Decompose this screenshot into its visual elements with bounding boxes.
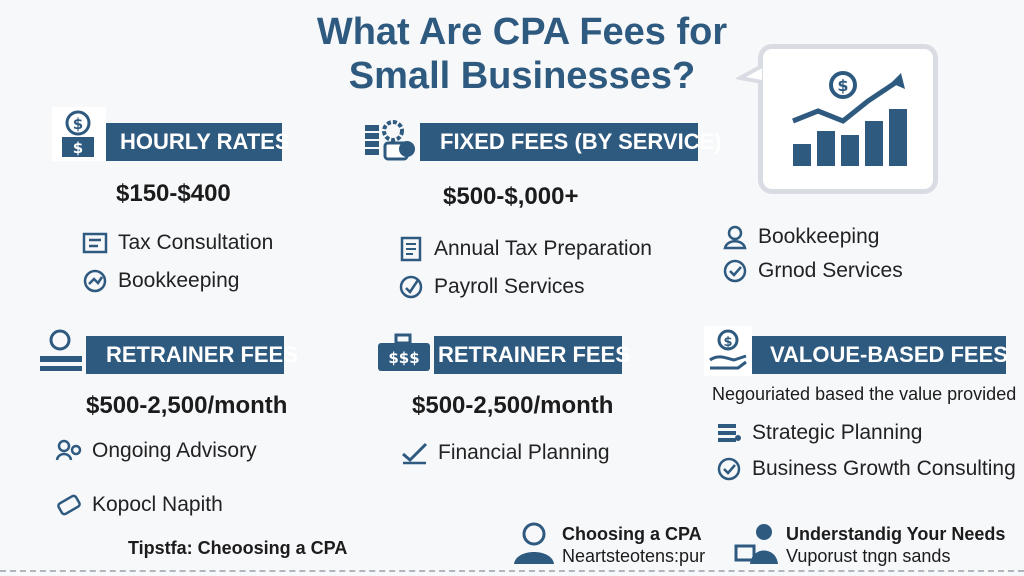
retainer-fees-label: RETRAINER FEES bbox=[106, 342, 298, 367]
footer-card-1-title: Choosing a CPA bbox=[562, 524, 702, 544]
list-item bbox=[714, 454, 1016, 484]
footer-card-2-title: Understandig Your Needs bbox=[786, 524, 1006, 544]
list-item bbox=[720, 222, 879, 252]
hourly-rates-label: HOURLY RATES bbox=[120, 129, 290, 154]
document-icon bbox=[80, 228, 110, 258]
list-item-label: Financial Planning bbox=[438, 441, 610, 464]
list-item-label: Ongoing Advisory bbox=[92, 439, 257, 462]
needs-person-icon bbox=[734, 520, 782, 566]
coins-gear-icon bbox=[358, 114, 420, 166]
retainer-fees-banner bbox=[404, 336, 630, 374]
list-item-label: Annual Tax Preparation bbox=[434, 237, 652, 260]
title-line-2: Small Businesses? bbox=[348, 55, 696, 97]
payroll-check-icon bbox=[396, 272, 426, 302]
growth-chart-card bbox=[758, 44, 938, 194]
planning-check-icon bbox=[400, 438, 430, 468]
list-item-label: Kopocl Napith bbox=[92, 493, 223, 516]
retainer2-price: $500-2,500/month bbox=[412, 392, 614, 419]
list-item-label: Bookkeeping bbox=[758, 225, 880, 248]
retainer1-price: $500-2,500/month bbox=[86, 392, 288, 419]
svg-text:$: $ bbox=[837, 76, 849, 95]
list-item bbox=[714, 418, 922, 448]
check-circle-icon bbox=[720, 256, 750, 286]
speech-pointer-icon bbox=[736, 62, 766, 86]
advisor-icon bbox=[508, 520, 560, 566]
fixed-fees-label: FIXED FEES (BY SERVICE) bbox=[440, 129, 722, 154]
fixed-fees-banner bbox=[406, 123, 722, 161]
tag-icon bbox=[54, 490, 84, 520]
svg-text:$: $ bbox=[723, 335, 733, 350]
value-based-fees-label: VALOUE-BASED FEES bbox=[770, 342, 1008, 367]
footer-card-1-subtitle: Neartsteotens:pur bbox=[562, 546, 706, 566]
tax-document-icon bbox=[396, 234, 426, 264]
retainer-fees-label: RETRAINER FEES bbox=[438, 342, 630, 367]
svg-text:$$$: $$$ bbox=[388, 349, 420, 367]
refresh-chart-icon bbox=[80, 266, 110, 296]
list-item bbox=[396, 272, 585, 302]
retainer-fees-banner bbox=[72, 336, 298, 374]
fixed-price: $500-$,000+ bbox=[443, 183, 579, 210]
list-item bbox=[80, 228, 273, 258]
list-item-label: Grnod Services bbox=[758, 259, 903, 282]
hourly-price: $150-$400 bbox=[116, 180, 231, 207]
list-item-label: Bookkeeping bbox=[118, 269, 240, 292]
dollar-hand-icon bbox=[704, 326, 752, 376]
dashed-divider bbox=[0, 570, 1024, 572]
list-item bbox=[400, 438, 610, 468]
strategy-list-icon bbox=[714, 418, 744, 448]
list-item bbox=[80, 266, 239, 296]
hand-coin-icon bbox=[36, 326, 86, 376]
svg-text:$: $ bbox=[72, 115, 84, 133]
list-item bbox=[720, 256, 903, 286]
list-item-label: Payroll Services bbox=[434, 275, 585, 298]
hourly-rates-banner bbox=[86, 123, 290, 161]
list-item-label: Business Growth Consulting bbox=[752, 457, 1016, 480]
list-item bbox=[54, 436, 257, 466]
svg-text:$: $ bbox=[72, 139, 84, 157]
person-icon bbox=[720, 222, 750, 252]
value-based-note: Negouriated based the value provided bbox=[712, 384, 1017, 404]
list-item bbox=[54, 490, 223, 520]
briefcase-money-icon bbox=[374, 330, 434, 376]
list-item-label: Strategic Planning bbox=[752, 421, 923, 444]
advisory-people-icon bbox=[54, 436, 84, 466]
footer-card-2-subtitle: Vuporust tngn sands bbox=[786, 546, 951, 566]
check-circle-icon bbox=[714, 454, 744, 484]
growth-chart-icon bbox=[763, 49, 933, 189]
title-line-1: What Are CPA Fees for bbox=[316, 11, 728, 53]
list-item bbox=[396, 234, 652, 264]
list-item-label: Tax Consultation bbox=[118, 231, 274, 254]
tip-text: Tipstfa: Cheoosing a CPA bbox=[128, 538, 348, 558]
dollar-coins-icon bbox=[52, 107, 106, 161]
value-based-fees-banner bbox=[736, 336, 1006, 374]
